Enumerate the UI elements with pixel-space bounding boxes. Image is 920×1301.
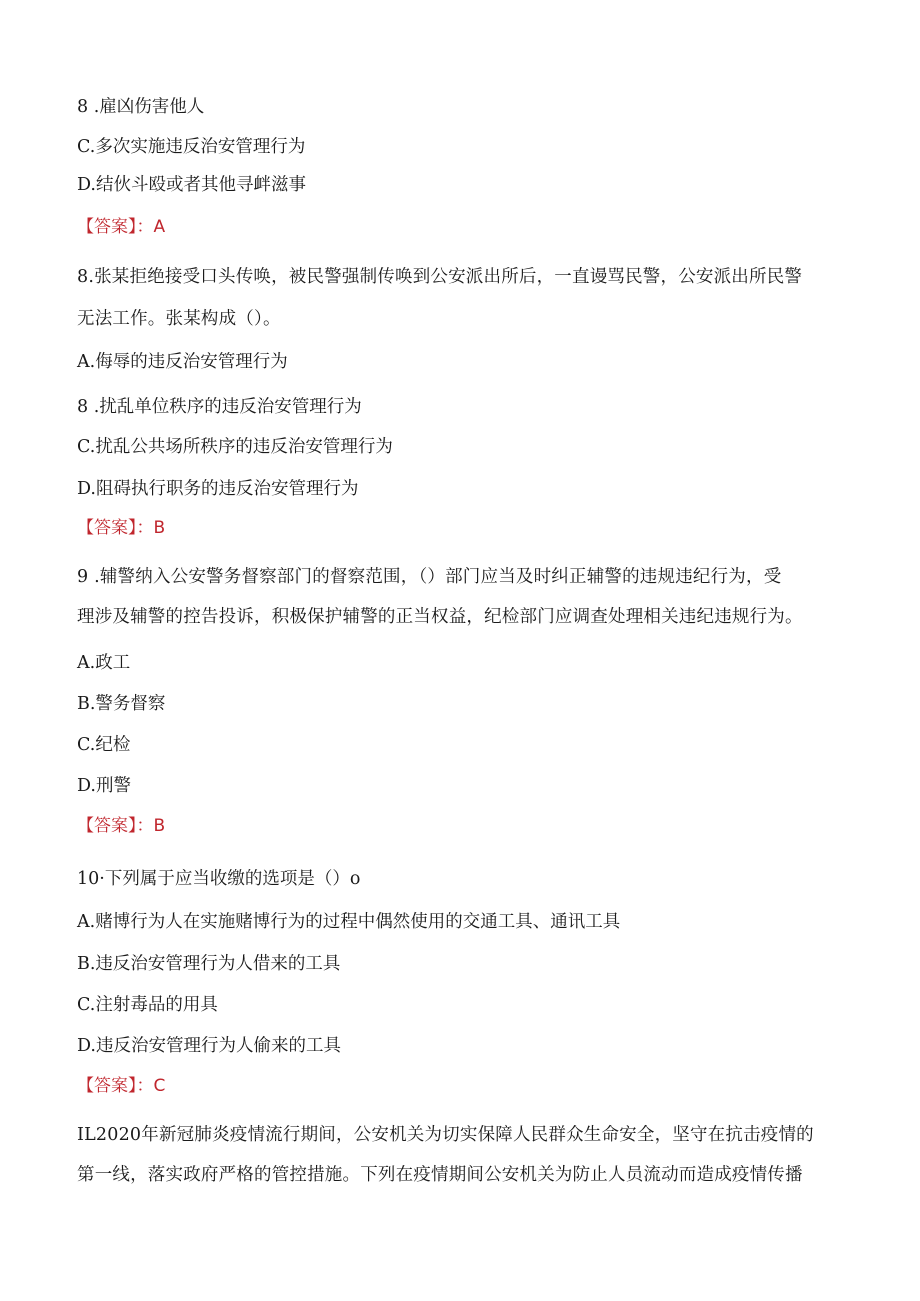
question-line: 8.张某拒绝接受口头传唤，被民警强制传唤到公安派出所后，一直谩骂民警，公安派出所民警 (77, 267, 803, 287)
answer-line: 【答案】：B (77, 816, 166, 836)
question-line: 无法工作。张某构成（）。 (77, 309, 281, 329)
question-line: 9 .辅警纳入公安警务督察部门的督察范围，（）部门应当及时纠正辅警的违规违纪行为，受 (77, 567, 782, 587)
option-line: B.警务督察 (77, 694, 166, 714)
answer-line: 【答案】：A (77, 217, 166, 237)
option-line: 8 .雇凶伤害他人 (77, 97, 205, 117)
question-line: 10·下列属于应当收缴的选项是（）o (77, 869, 361, 889)
answer-line: 【答案】：C (77, 1076, 166, 1096)
option-line: D.刑警 (77, 776, 131, 796)
option-line: A.赌博行为人在实施赌博行为的过程中偶然使用的交通工具、通讯工具 (77, 912, 621, 932)
option-line: D.违反治安管理行为人偷来的工具 (77, 1036, 341, 1056)
answer-line: 【答案】：B (77, 518, 166, 538)
option-line: B.违反治安管理行为人借来的工具 (77, 954, 341, 974)
option-line: D.阻碍执行职务的违反治安管理行为 (77, 479, 359, 499)
option-line: A.侮辱的违反治安管理行为 (77, 352, 288, 372)
question-line: IL2020年新冠肺炎疫情流行期间，公安机关为切实保障人民群众生命安全，坚守在抗击疫情的 (77, 1125, 814, 1145)
option-line: D.结伙斗殴或者其他寻衅滋事 (77, 175, 306, 195)
question-line: 理涉及辅警的控告投诉，积极保护辅警的正当权益，纪检部门应调查处理相关违纪违规行为。 (77, 607, 803, 627)
option-line: C.扰乱公共场所秩序的违反治安管理行为 (77, 437, 393, 457)
option-line: C.纪检 (77, 735, 131, 755)
option-line: A.政工 (77, 653, 131, 673)
question-line: 第一线，落实政府严格的管控措施。下列在疫情期间公安机关为防止人员流动而造成疫情传播 (77, 1165, 803, 1185)
option-line: C.多次实施违反治安管理行为 (77, 137, 306, 157)
option-line: C.注射毒品的用具 (77, 995, 218, 1015)
option-line: 8 .扰乱单位秩序的违反治安管理行为 (77, 397, 362, 417)
